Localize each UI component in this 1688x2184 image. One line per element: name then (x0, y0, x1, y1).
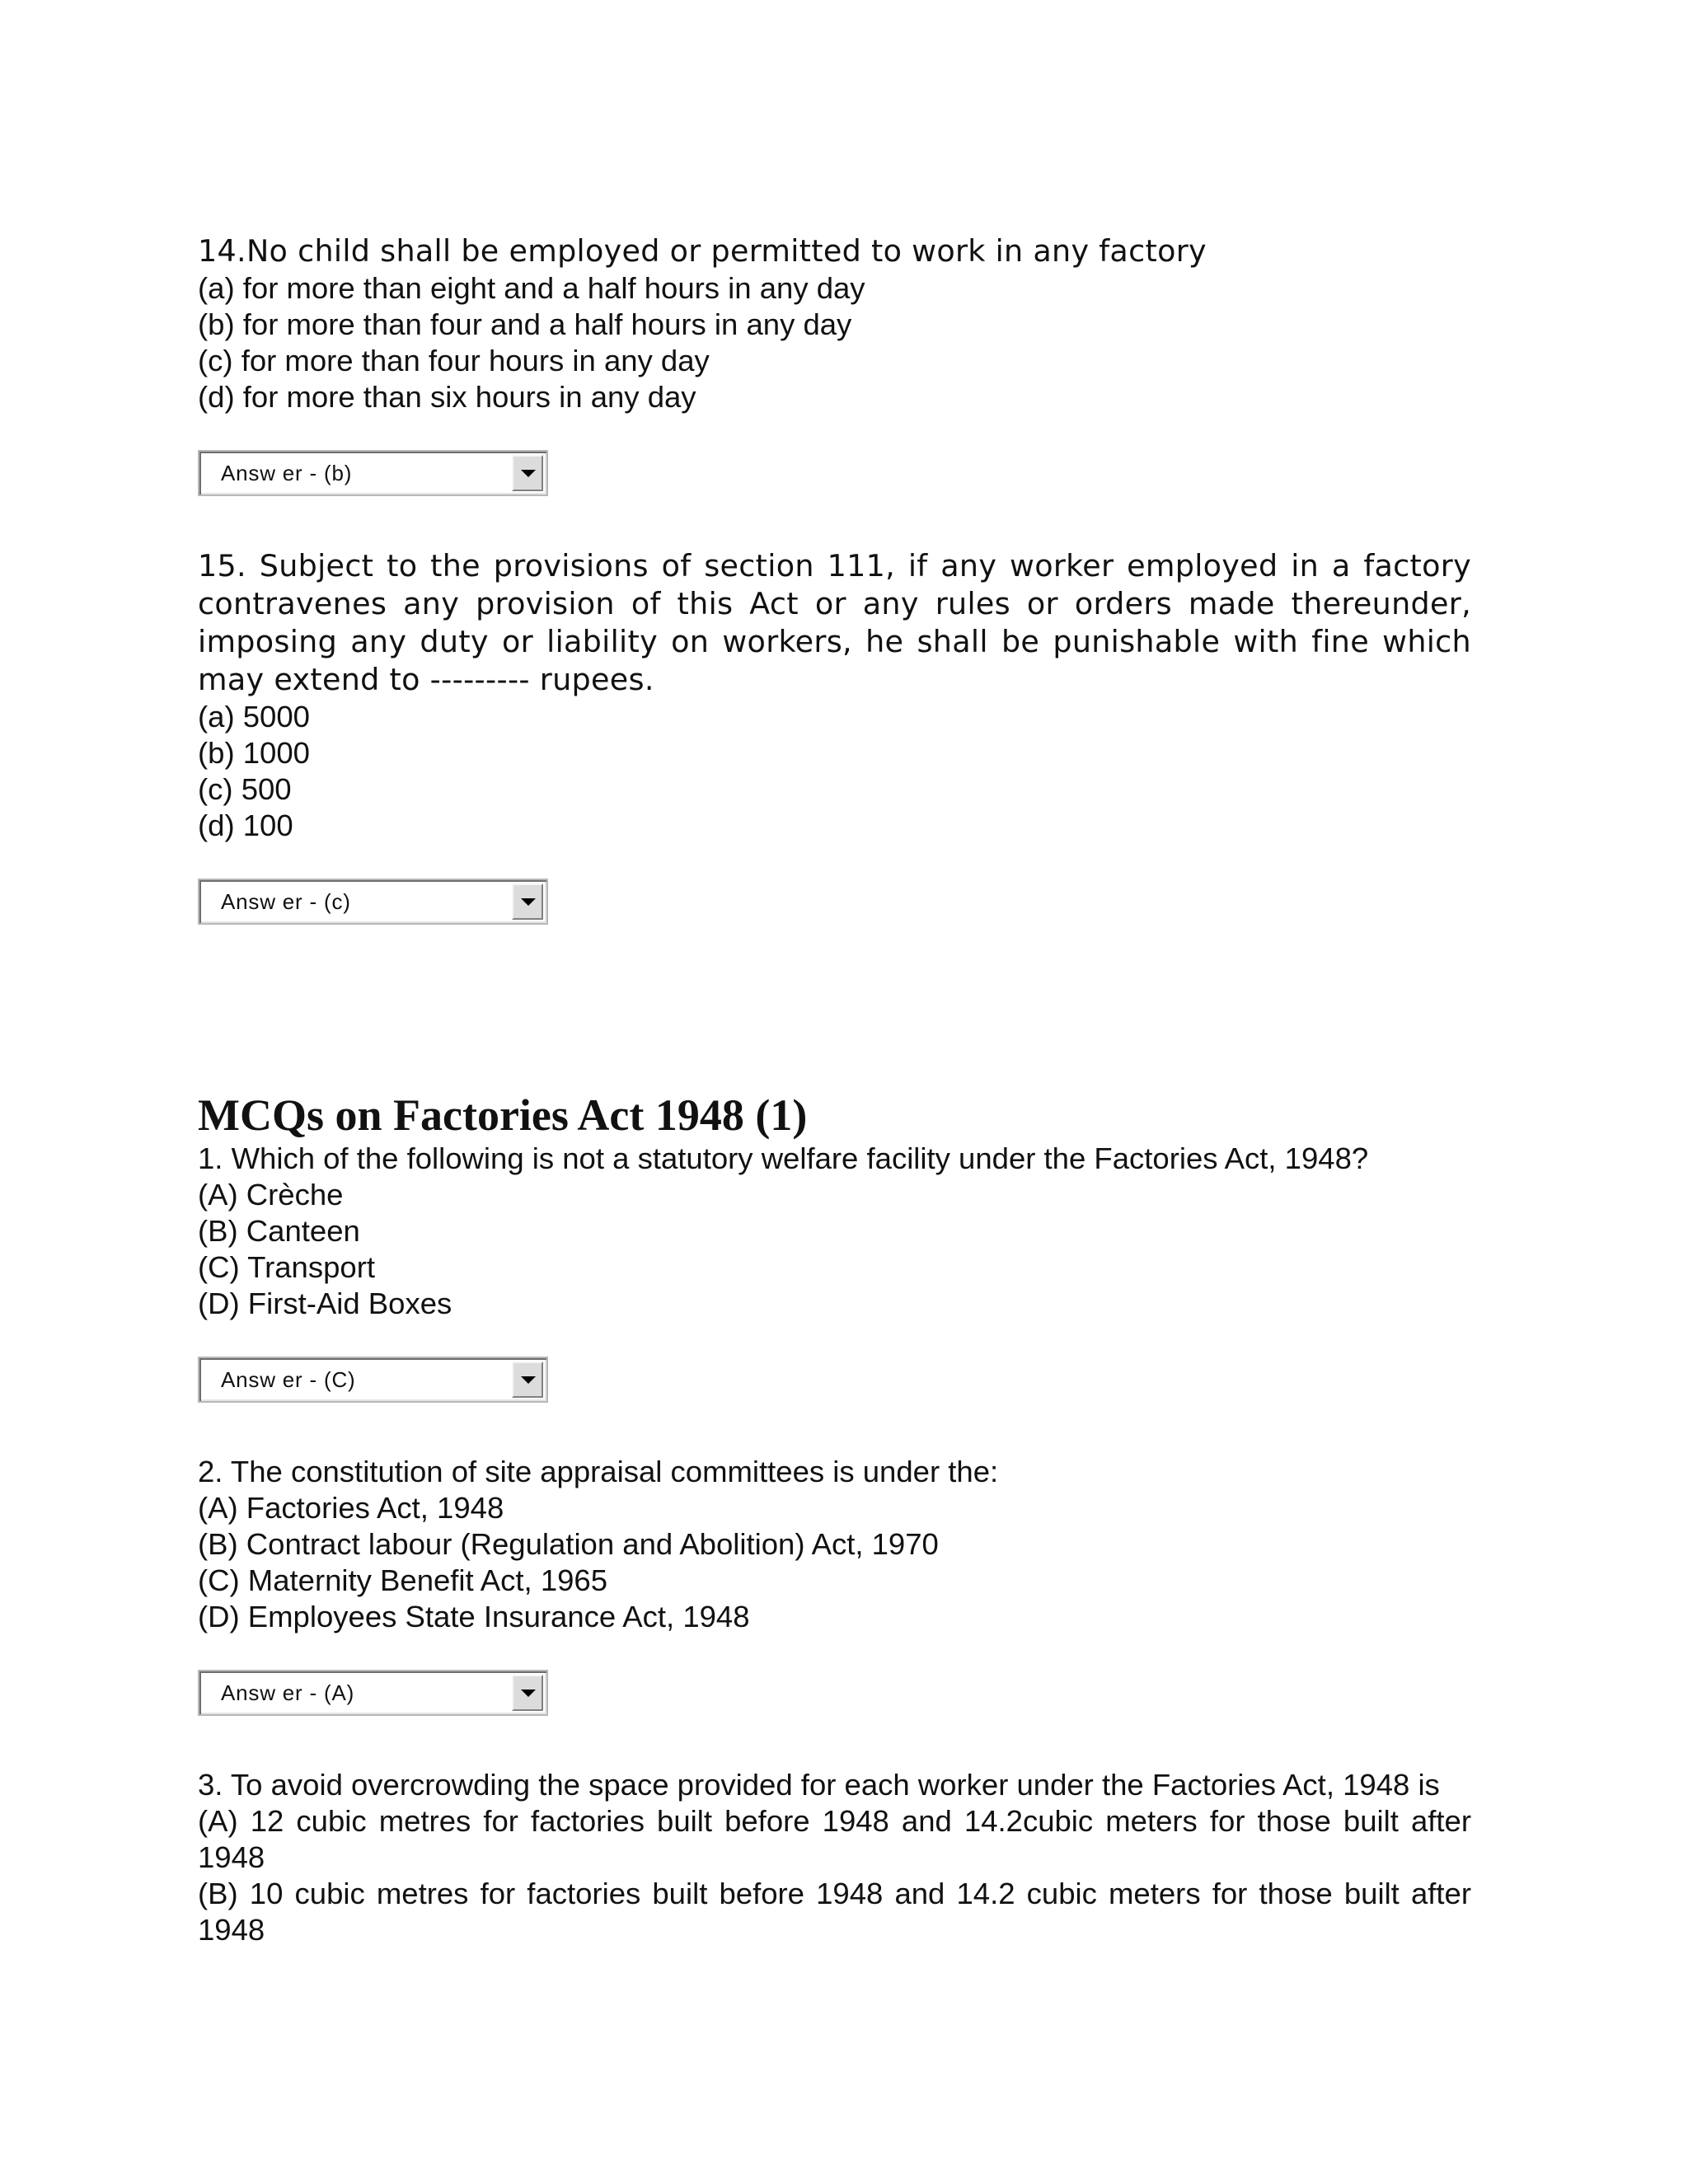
option-c: (C) Transport (198, 1250, 375, 1284)
option-c: (c) 500 (198, 772, 292, 806)
question-3-text: 3. To avoid overcrowding the space provided for each worker under the Factories Act, 1948 is (198, 1768, 1440, 1802)
question-2-options (198, 1490, 1471, 1635)
question-2-text: 2. The constitution of site appraisal committees is under the: (198, 1455, 999, 1488)
option-a: (A) Factories Act, 1948 (198, 1491, 504, 1525)
answer-value: Answ er - (b) (221, 461, 353, 485)
answer-dropdown-q15[interactable] (198, 879, 548, 925)
question-1-options (198, 1177, 1471, 1322)
question-1-text: 1. Which of the following is not a statutory welfare facility under the Factories Act, 1948? (198, 1141, 1369, 1175)
option-d: (d) 100 (198, 808, 293, 842)
answer-value: Answ er - (A) (221, 1680, 355, 1705)
answer-value: Answ er - (C) (221, 1367, 356, 1392)
option-a: (a) for more than eight and a half hours in any day (198, 271, 865, 305)
option-c: (C) Maternity Benefit Act, 1965 (198, 1563, 608, 1597)
answer-dropdown-q2[interactable] (198, 1670, 548, 1716)
question-15 (198, 547, 1471, 925)
option-b: (b) for more than four and a half hours in any day (198, 307, 852, 341)
dropdown-button[interactable] (512, 1675, 543, 1711)
option-d: (D) First-Aid Boxes (198, 1286, 452, 1320)
question-15-options (198, 699, 1471, 844)
option-a: (a) 5000 (198, 700, 310, 733)
chevron-down-icon (521, 1376, 536, 1384)
chevron-down-icon (521, 470, 536, 477)
section-title: MCQs on Factories Act 1948 (1) (198, 1090, 808, 1140)
option-c: (c) for more than four hours in any day (198, 344, 710, 377)
answer-dropdown-q14[interactable] (198, 450, 548, 496)
answer-value: Answ er - (c) (221, 889, 351, 914)
question-15-text: 15. Subject to the provisions of section 111, if any worker employed in a factory contravenes any provision of this Act or any rules or orders made thereunder, imposing any duty or liability on workers, he shall be punishable with fine which may extend to --------- rupees. (198, 548, 1471, 697)
dropdown-button[interactable] (512, 455, 543, 491)
dropdown-button[interactable] (512, 1361, 543, 1398)
question-3 (198, 1767, 1471, 1948)
chevron-down-icon (521, 898, 536, 906)
question-2 (198, 1454, 1471, 1716)
option-b: (B) Canteen (198, 1214, 360, 1248)
question-1 (198, 1141, 1471, 1403)
dropdown-button[interactable] (512, 883, 543, 920)
answer-dropdown-q1[interactable] (198, 1357, 548, 1403)
option-d: (D) Employees State Insurance Act, 1948 (198, 1600, 750, 1633)
option-b: (b) 1000 (198, 736, 310, 770)
document-page (198, 232, 1471, 1999)
chevron-down-icon (521, 1690, 536, 1697)
option-d: (d) for more than six hours in any day (198, 380, 696, 414)
question-14-text: 14.No child shall be employed or permitted to work in any factory (198, 233, 1207, 269)
question-3-options (198, 1803, 1471, 1948)
spacer (198, 976, 1471, 1090)
option-a: (A) 12 cubic metres for factories built before 1948 and 14.2cubic meters for those built after 1948 (198, 1804, 1471, 1874)
question-14-options (198, 270, 1471, 415)
question-14 (198, 232, 1471, 496)
option-b: (B) 10 cubic metres for factories built before 1948 and 14.2 cubic meters for those built after 1948 (198, 1877, 1471, 1947)
option-a: (A) Crèche (198, 1178, 344, 1212)
option-b: (B) Contract labour (Regulation and Abolition) Act, 1970 (198, 1527, 939, 1561)
